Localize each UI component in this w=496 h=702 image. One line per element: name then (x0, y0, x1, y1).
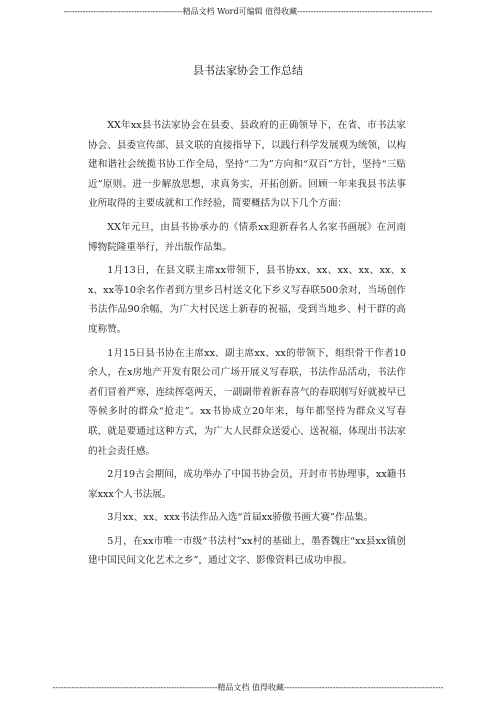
paragraph-jan-15: 1月15日县书协在主席xx、副主席xx、xx的带领下，组织骨干作者10余人，在x房地产开发有限公司广场开展义写春联，书法作品活动，书法作者们冒着严寒，连续挥毫两天，一副副带着新春喜气的春联刚写好就被早已等候多时的群众“抢走”。xx书协成立20年来，每年都坚持为群众义写春联，就是要通过这种方式，为广大人民群众送爱心、送祝福，体现出书法家的社会责任感。 (88, 347, 406, 457)
paragraph-feb-19: 2月19古会期间，成功举办了中国书协会员，开封市书协理事，xx籍书家xxx个人书法展。 (88, 469, 406, 500)
document-body (88, 116, 406, 575)
page-header: --------------------------------------------精品文档 Word可编辑 值得收藏-------------------------------------------------- (63, 7, 433, 16)
paragraph-jan-13: 1月13日，在县文联主席xx带领下，县书协xx、xx、xx、xx、xx、xx、xx等10余名作者到方里乡吕村送文化下乡义写春联500余对，当场创作书法作品90余幅，为广大村民送上新春的祝福，受到当地乡、村干群的高度称赞。 (88, 265, 406, 335)
document-title: 县书法家协会工作总结 (193, 64, 303, 77)
paragraph-may: 5月，在xx市唯一市级“书法村”xx村的基础上，墨香魏庄“xx县xx镇创建中国民间文化艺术之乡”，通过文字、影像资料已成功申报。 (88, 535, 406, 567)
paragraph-new-year-exhibition: XX年元旦，由县书协承办的《情系xx迎新春名人名家书画展》在河南博物院隆重举行，并出版作品集。 (88, 221, 406, 253)
page-footer: -------------------------------------------------------------精品文档 值得收藏----------------------------------------------------------- (52, 683, 444, 692)
paragraph-march: 3月xx、xx、xxx书法作品入选“首届xx骄傲书画大赛”作品集。 (107, 512, 374, 524)
paragraph-intro: XX年xx县书法家协会在县委、县政府的正确领导下，在省、市书法家协会、县委宣传部、县文联的直接指导下，以践行科学发展观为统领，以构建和谐社会统揽书协工作全局，坚持“二为”方向和“双百”方针，坚持“三贴近”原则。进一步解放思想，求真务实，开拓创新。回顾一年来我县书法事业所取得的主要成就和工作经验，简要概括为以下几个方面： (88, 120, 406, 210)
